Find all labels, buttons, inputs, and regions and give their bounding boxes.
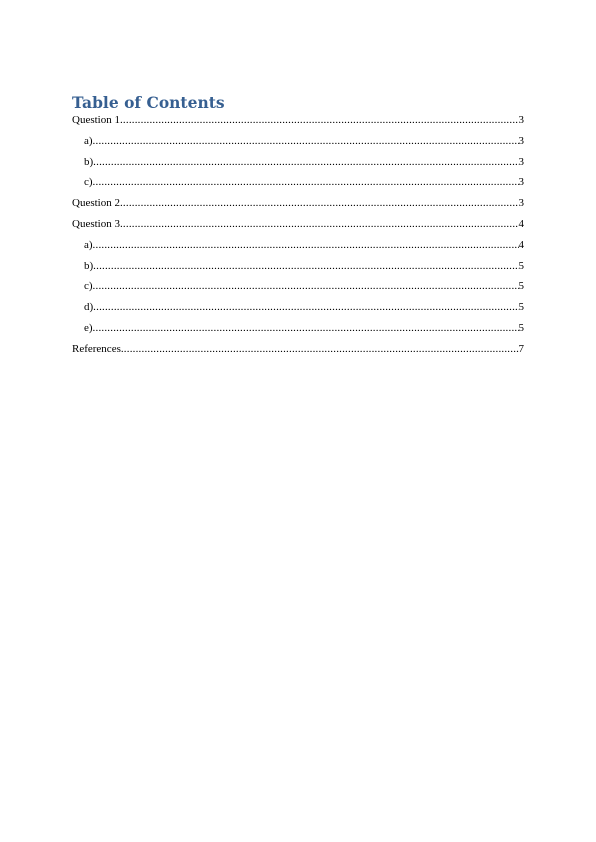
toc-dot-leader [120,218,519,230]
table-of-contents [72,92,524,364]
toc-entry-label: b) [84,155,94,168]
toc-entry-page-number: 3 [518,176,524,189]
toc-entry-page-number: 4 [518,238,524,251]
toc-dot-leader [120,114,519,126]
toc-dot-leader [93,301,518,313]
toc-entry-label: e) [84,321,93,334]
toc-entry-label: References [72,342,121,355]
toc-dot-leader [120,197,519,209]
toc-entry-question-3[interactable] [72,218,524,239]
toc-entry-label: b) [84,259,94,272]
toc-dot-leader [93,260,518,272]
toc-entry-label: a) [84,238,93,251]
toc-dot-leader [93,135,519,147]
toc-dot-leader [93,156,518,168]
toc-entry-references[interactable] [72,343,524,364]
toc-entry-question-1[interactable] [72,114,524,135]
toc-entry-question-1-c[interactable] [72,176,524,197]
toc-entry-page-number: 7 [518,342,524,355]
toc-dot-leader [93,280,519,292]
toc-entry-page-number: 5 [518,259,524,272]
toc-entry-page-number: 3 [518,155,524,168]
toc-entry-question-3-a[interactable] [72,239,524,260]
toc-entry-question-3-d[interactable] [72,301,524,322]
toc-entry-question-1-a[interactable] [72,135,524,156]
toc-entry-question-3-c[interactable] [72,280,524,301]
toc-dot-leader [121,343,519,355]
toc-entry-page-number: 3 [518,197,524,210]
toc-entry-page-number: 3 [518,114,524,126]
toc-entry-label: Question 3 [72,217,120,230]
toc-dot-leader [93,322,519,334]
toc-entry-page-number: 5 [518,321,524,334]
toc-dot-leader [93,176,519,188]
toc-entry-label: c) [84,176,93,189]
toc-entry-label: c) [84,280,93,293]
toc-entry-label: Question 1 [72,114,120,126]
toc-entry-page-number: 5 [518,280,524,293]
toc-entry-label: Question 2 [72,197,120,210]
toc-entry-question-3-e[interactable] [72,322,524,343]
toc-title: Table of Contents [72,93,225,112]
toc-list [72,114,524,364]
toc-entry-page-number: 5 [518,301,524,314]
toc-entry-page-number: 4 [518,217,524,230]
toc-dot-leader [93,239,519,251]
toc-entry-question-3-b[interactable] [72,260,524,281]
toc-entry-question-2[interactable] [72,197,524,218]
toc-entry-page-number: 3 [518,134,524,147]
toc-entry-question-1-b[interactable] [72,156,524,177]
toc-entry-label: d) [84,301,94,314]
toc-entry-label: a) [84,134,93,147]
